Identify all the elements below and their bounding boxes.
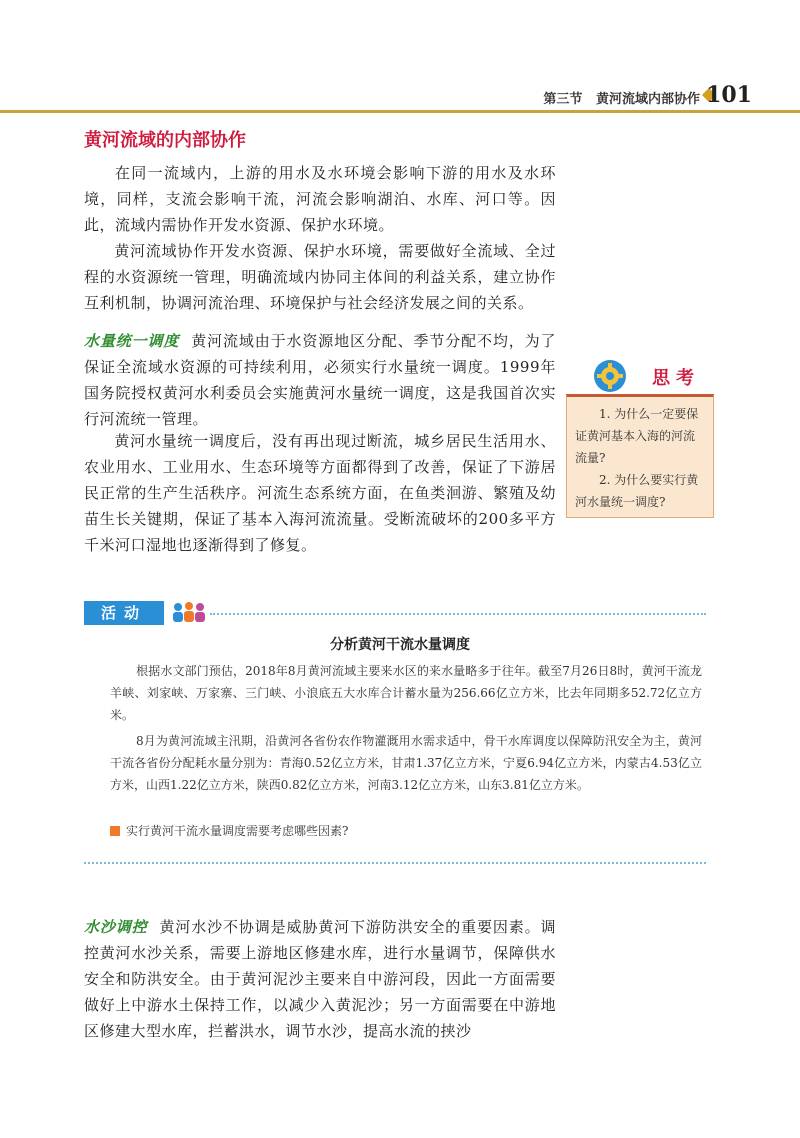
think-sidebar — [566, 358, 716, 520]
activity-paragraph-1 — [110, 660, 702, 726]
brain-gear-icon — [590, 358, 630, 394]
activity-top-divider — [210, 613, 706, 615]
activity-paragraph-2 — [110, 730, 702, 796]
keyword-sediment-control: 水沙调控 — [84, 918, 148, 936]
paragraph-3 — [84, 328, 556, 432]
page-number: 101 — [706, 82, 752, 108]
activity-paragraph-1-text: 根据水文部门预估，2018年8月黄河流域主要来水区的来水量略多于往年。截至7月26日8时，黄河干流龙羊峡、刘家峡、万家寨、三门峡、小浪底五大水库合计蓄水量为256.66亿立方米，比去年同期多52.72亿立方米。 — [110, 664, 702, 722]
think-question-1: 1. 为什么一定要保证黄河基本入海的河流流量? — [575, 407, 699, 465]
paragraph-3-text: 黄河流域由于水资源地区分配、季节分配不均，为了保证全流域水资源的可持续利用，必须实行水量统一调度。1999年国务院授权黄河水利委员会实施黄河水量统一调度，这是我国首次实行河流统一管理。 — [84, 332, 556, 428]
paragraph-2-text: 黄河流域协作开发水资源、保护水环境，需要做好全流域、全过程的水资源统一管理，明确流域内协同主体间的利益关系，建立协作互利机制，协调河流治理、环境保护与社会经济发展之间的关系。 — [84, 242, 556, 312]
header-rule — [0, 110, 800, 113]
activity-title: 分析黄河干流水量调度 — [330, 637, 470, 653]
paragraph-1 — [84, 160, 556, 238]
activity-question: 实行黄河干流水量调度需要考虑哪些因素? — [126, 824, 349, 838]
header-title: 黄河流域内部协作 — [595, 92, 700, 107]
section-title: 黄河流域的内部协作 — [84, 130, 246, 151]
header-text — [543, 88, 700, 107]
paragraph-5-text: 黄河水沙不协调是威胁黄河下游防洪安全的重要因素。调控黄河水沙关系，需要上游地区修建水库，进行水量调节，保障供水安全和防洪安全。由于黄河泥沙主要来自中游河段，因此一方面需要做好上中游水土保持工作，以减少入黄泥沙；另一方面需要在中游地区修建大型水库，拦蓄洪水，调节水沙，提高水流的挟沙 — [84, 918, 556, 1040]
keyword-water-dispatch: 水量统一调度 — [84, 332, 180, 350]
paragraph-1-text: 在同一流域内，上游的用水及水环境会影响下游的用水及水环境，同样，支流会影响干流，河流会影响湖泊、水库、河口等。因此，流域内需协作开发水资源、保护水环境。 — [84, 164, 556, 234]
people-icon — [172, 601, 206, 623]
header-section: 第三节 — [543, 92, 583, 107]
think-header — [566, 358, 716, 394]
think-question-2: 2. 为什么要实行黄河水量统一调度? — [575, 473, 699, 509]
paragraph-4-text: 黄河水量统一调度后，没有再出现过断流，城乡居民生活用水、农业用水、工业用水、生态环境等方面都得到了改善，保证了下游居民正常的生产生活秩序。河流生态系统方面，在鱼类洄游、繁殖及幼苗生长关键期，保证了基本入海河流流量。受断流破坏的200多平方千米河口湿地也逐渐得到了修复。 — [84, 432, 556, 554]
paragraph-2 — [84, 238, 556, 316]
activity-label: 活动 — [84, 601, 164, 625]
activity-bottom-divider — [84, 862, 706, 864]
square-bullet-icon — [110, 826, 120, 836]
paragraph-4 — [84, 428, 556, 558]
activity-paragraph-2-text: 8月为黄河流域主汛期，沿黄河各省份农作物灌溉用水需求适中，骨干水库调度以保障防汛安全为主，黄河干流各省份分配耗水量分别为：青海0.52亿立方米，甘肃1.37亿立方米，宁夏6.94亿立方米，内蒙古4.53亿立方米，山西1.22亿立方米，陕西0.82亿立方米，河南3.12亿立方米，山东3.81亿立方米。 — [110, 734, 702, 792]
paragraph-5 — [84, 914, 556, 1044]
page-header — [0, 80, 800, 116]
think-title: 思考 — [652, 368, 700, 389]
think-questions — [566, 394, 714, 518]
